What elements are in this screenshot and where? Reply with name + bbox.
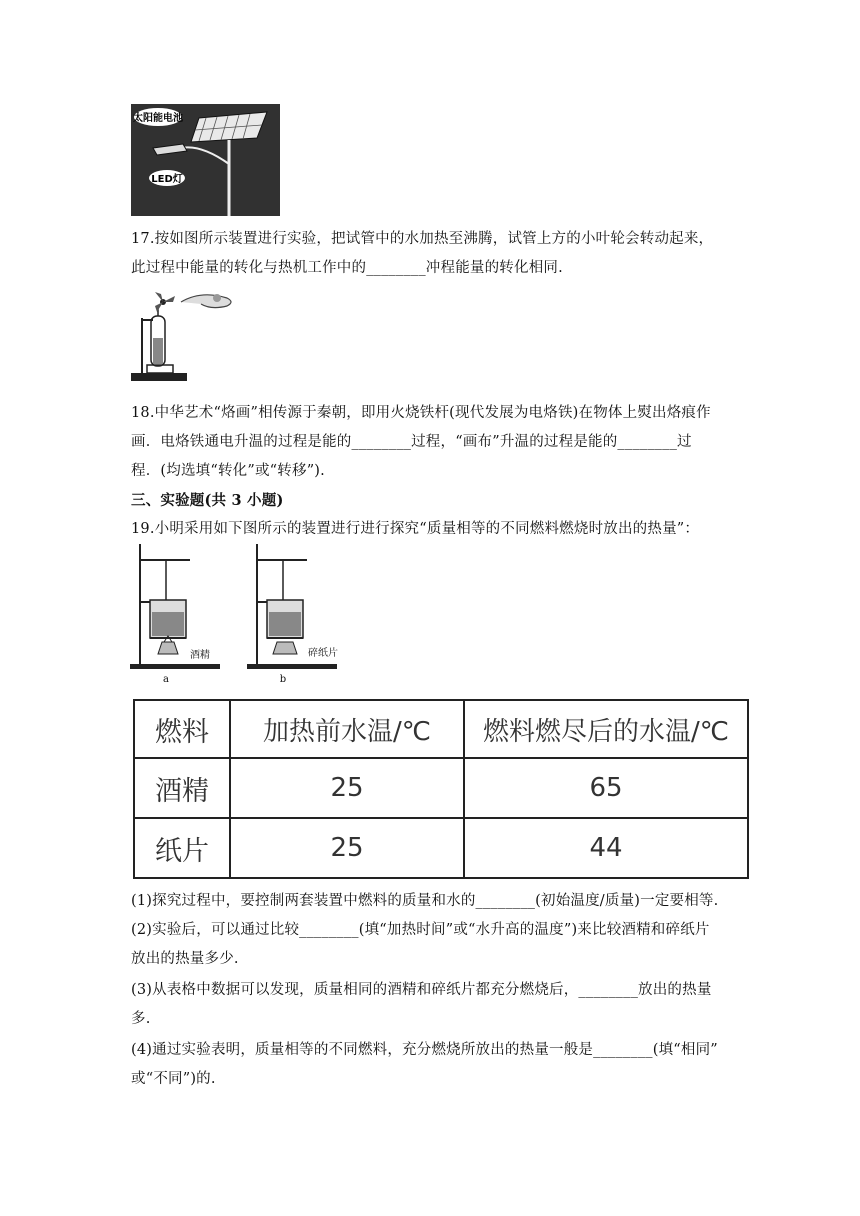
table-row <box>134 818 748 878</box>
apparatus-a-figure <box>130 542 224 684</box>
led-label: LED灯 <box>151 174 183 185</box>
table-cell: 酒精 <box>134 758 230 818</box>
table-cell: 25 <box>230 758 464 818</box>
q19-sub3-line1: (3)从表格中数据可以发现，质量相同的酒精和碎纸片都充分燃烧后，________放出的热量 <box>131 982 712 998</box>
table-cell: 纸片 <box>134 818 230 878</box>
fuel-a-label: 酒精 <box>190 650 210 661</box>
table-row <box>134 758 748 818</box>
q17-line2: 此过程中能量的转化与热机工作中的________冲程能量的转化相同. <box>131 260 563 276</box>
q19-sub2-line1: (2)实验后，可以通过比较________(填“加热时间”或“水升高的温度”)来比较酒精和碎纸片 <box>131 922 710 938</box>
q19-sub3-line2: 多. <box>131 1011 151 1027</box>
solar-label: 太阳能电池 <box>133 113 183 124</box>
table-cell: 44 <box>464 818 748 878</box>
q19-sub4-line1: (4)通过实验表明，质量相等的不同燃料，充分燃烧所放出的热量一般是________(填“相同” <box>131 1042 718 1058</box>
q19-sub1: (1)探究过程中，要控制两套装置中燃料的质量和水的________(初始温度/质量)一定要相等. <box>131 893 719 909</box>
table-cell: 25 <box>230 818 464 878</box>
header-after-temp: 燃料燃尽后的水温/℃ <box>464 700 748 758</box>
q19-sub4-line2: 或“不同”)的. <box>131 1071 216 1087</box>
q18-line2: 画．电烙铁通电升温的过程是能的________过程，“画布”升温的过程是能的________过 <box>131 434 692 450</box>
q17-line1: 17.按如图所示装置进行实验，把试管中的水加热至沸腾，试管上方的小叶轮会转动起来， <box>131 231 714 247</box>
header-fuel: 燃料 <box>134 700 230 758</box>
caption-b: b <box>279 674 287 684</box>
caption-a: a <box>163 674 169 684</box>
q18-line3: 程．(均选填“转化”或“转移”). <box>131 463 325 479</box>
table-cell: 65 <box>464 758 748 818</box>
apparatus-b-figure <box>247 542 351 684</box>
section-heading: 三、实验题(共 3 小题) <box>131 492 284 509</box>
q18-line1: 18.中华艺术“烙画”相传源于秦朝，即用火烧铁杆(现代发展为电烙铁)在物体上熨出烙痕作 <box>131 405 711 421</box>
solar-led-figure <box>131 104 280 216</box>
impeller-icon <box>155 292 175 312</box>
table-header-row <box>134 700 748 758</box>
test-tube-impeller-figure <box>131 288 237 382</box>
q19-sub2-line2: 放出的热量多少. <box>131 951 239 967</box>
q19-intro: 19.小明采用如下图所示的装置进行进行探究“质量相等的不同燃料燃烧时放出的热量”： <box>131 521 700 537</box>
fuel-b-label: 碎纸片 <box>308 648 338 659</box>
fuel-temperature-table <box>133 699 749 879</box>
header-before-temp: 加热前水温/℃ <box>230 700 464 758</box>
